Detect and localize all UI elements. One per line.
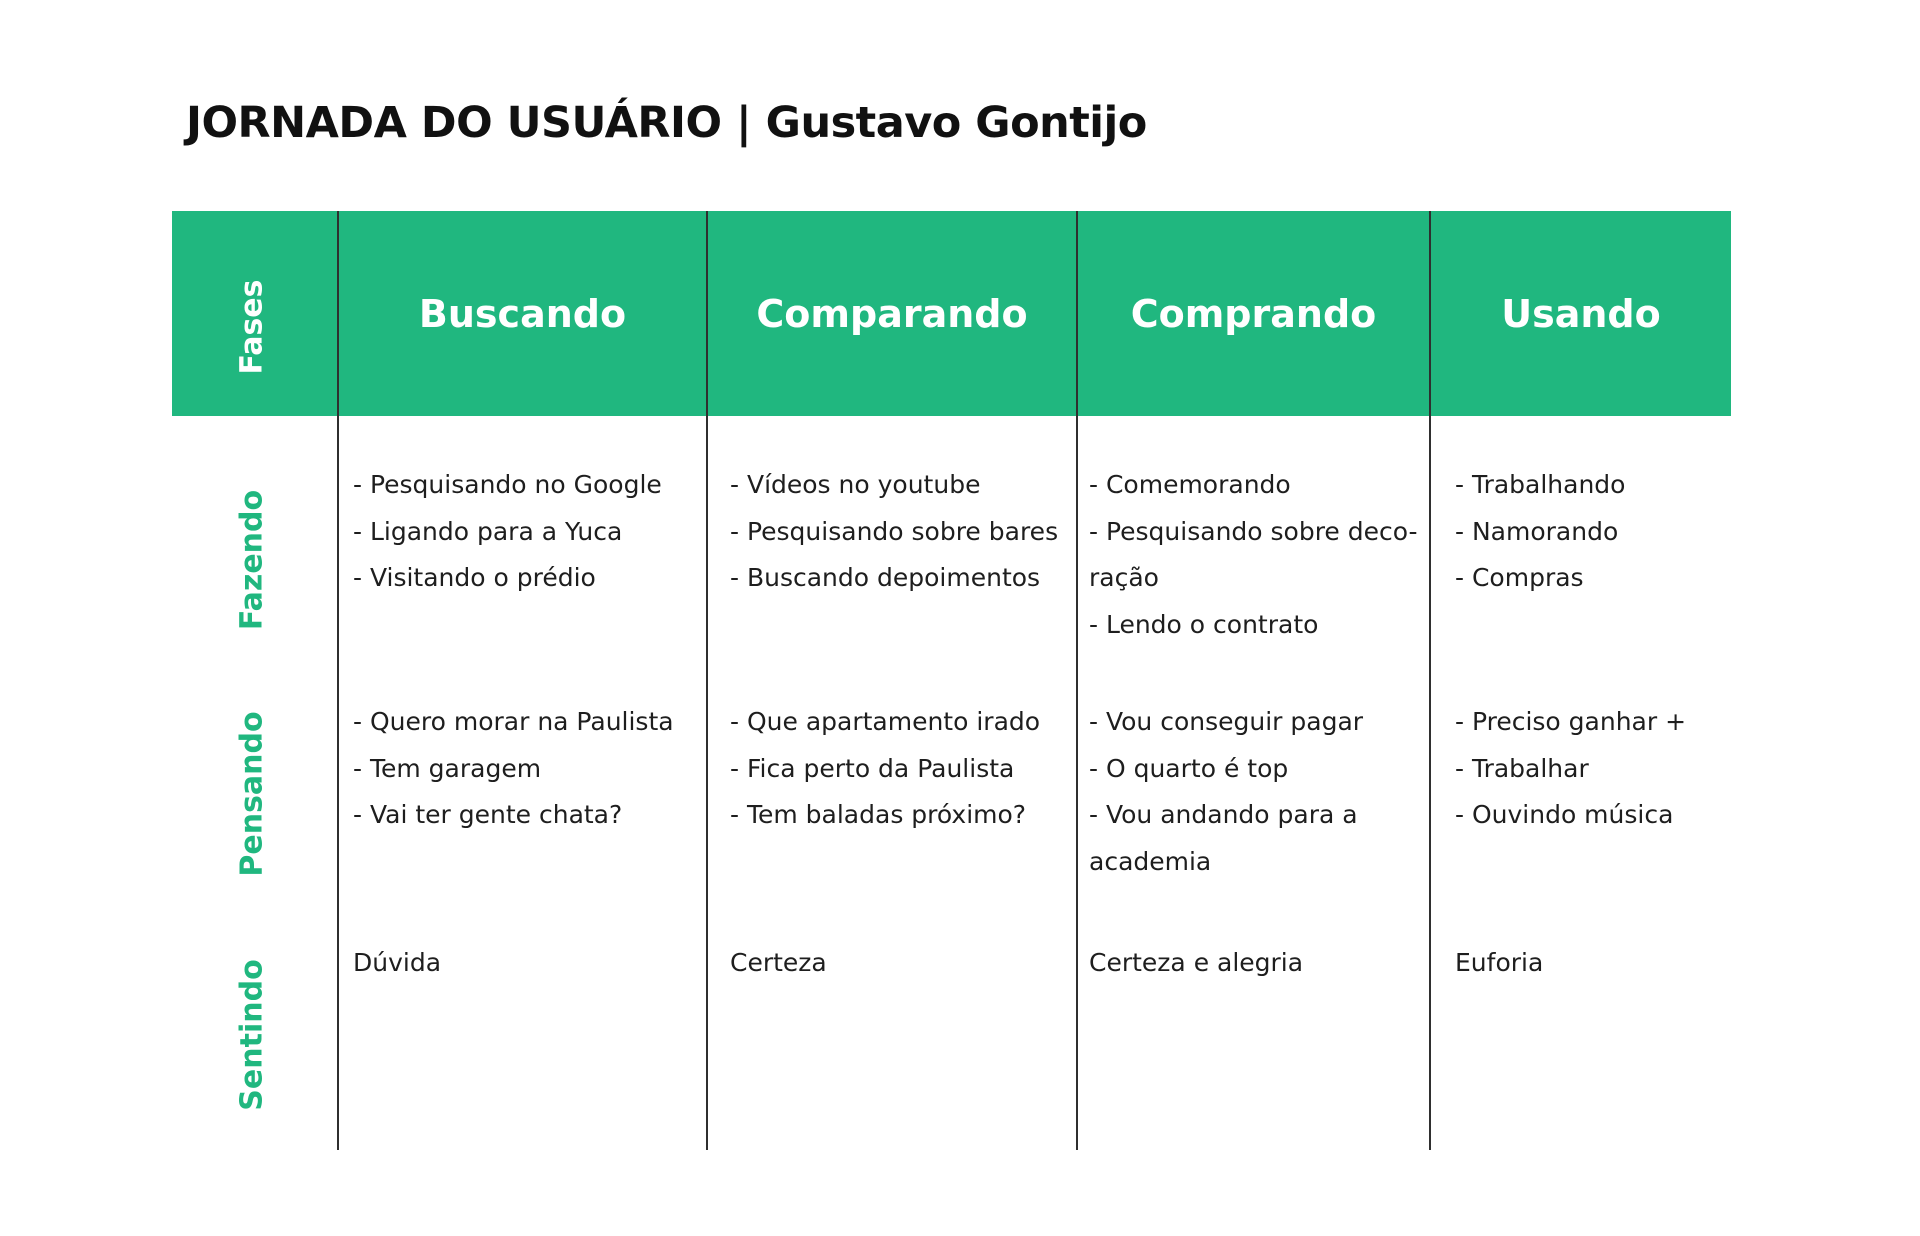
cell-line: - Vou andando para a — [1089, 800, 1358, 829]
cell-line: - Tem baladas próximo? — [730, 800, 1027, 829]
cell-line: ração — [1089, 563, 1159, 592]
cell-line: - Tem garagem — [353, 753, 542, 783]
page-title: JORNADA DO USUÁRIO | Gustavo Gontijo — [186, 98, 1147, 148]
row-label-pensando: Pensando — [234, 711, 270, 877]
cell-line: - Buscando depoimentos — [730, 563, 1041, 592]
cell-line: - Quero morar na Paulista — [353, 707, 674, 736]
cell-line: Certeza — [730, 948, 827, 977]
cell-line: - Comemorando — [1089, 470, 1291, 499]
cell-line: Dúvida — [353, 948, 442, 977]
cell-line: academia — [1089, 846, 1212, 876]
phase-header-usando: Usando — [1501, 291, 1661, 336]
cell-fazendo-buscando — [353, 462, 662, 602]
cell-line: - Visitando o prédio — [353, 563, 596, 592]
cell-line: - Trabalhar — [1455, 753, 1589, 783]
cell-line: Euforia — [1455, 948, 1544, 977]
cell-line: - Ouvindo música — [1455, 800, 1674, 829]
row-label-sentindo: Sentindo — [234, 959, 270, 1111]
cell-sentindo-buscando — [353, 940, 441, 987]
cell-fazendo-usando — [1455, 462, 1625, 602]
cell-line: - Fica perto da Paulista — [730, 753, 1015, 783]
phase-header-buscando: Buscando — [418, 291, 627, 336]
phase-header-comprando: Comprando — [1130, 291, 1377, 336]
cell-line: - Pesquisando no Google — [353, 470, 662, 499]
cell-sentindo-comprando — [1089, 940, 1303, 987]
cell-sentindo-comparando — [730, 940, 827, 987]
cell-line: - Vídeos no youtube — [730, 470, 981, 499]
cell-line: - Trabalhando — [1455, 470, 1626, 499]
cell-line: - Vou conseguir pagar — [1089, 707, 1364, 736]
cell-line: - Namorando — [1455, 516, 1619, 546]
cell-line: - Pesquisando sobre bares — [730, 516, 1059, 546]
row-label-fazendo: Fazendo — [234, 489, 270, 631]
cell-fazendo-comparando — [730, 462, 1058, 602]
cell-line: - Ligando para a Yuca — [353, 516, 623, 546]
cell-pensando-buscando — [353, 699, 674, 839]
cell-sentindo-usando — [1455, 940, 1543, 987]
cell-line: - Compras — [1455, 563, 1584, 592]
cell-line: - Que apartamento irado — [730, 707, 1041, 736]
cell-pensando-usando — [1455, 699, 1686, 839]
cell-line: Certeza e alegria — [1089, 948, 1304, 977]
cell-line: - Preciso ganhar + — [1455, 707, 1687, 736]
cell-line: - O quarto é top — [1089, 753, 1289, 783]
cell-pensando-comparando — [730, 699, 1040, 839]
cell-pensando-comprando — [1089, 699, 1363, 885]
cell-line: - Pesquisando sobre deco- — [1089, 516, 1418, 546]
cell-line: - Vai ter gente chata? — [353, 800, 623, 829]
row-label-fases: Fases — [234, 279, 270, 375]
phase-header-comparando: Comparando — [756, 291, 1028, 336]
cell-line: - Lendo o contrato — [1089, 609, 1319, 639]
cell-fazendo-comprando — [1089, 462, 1418, 648]
